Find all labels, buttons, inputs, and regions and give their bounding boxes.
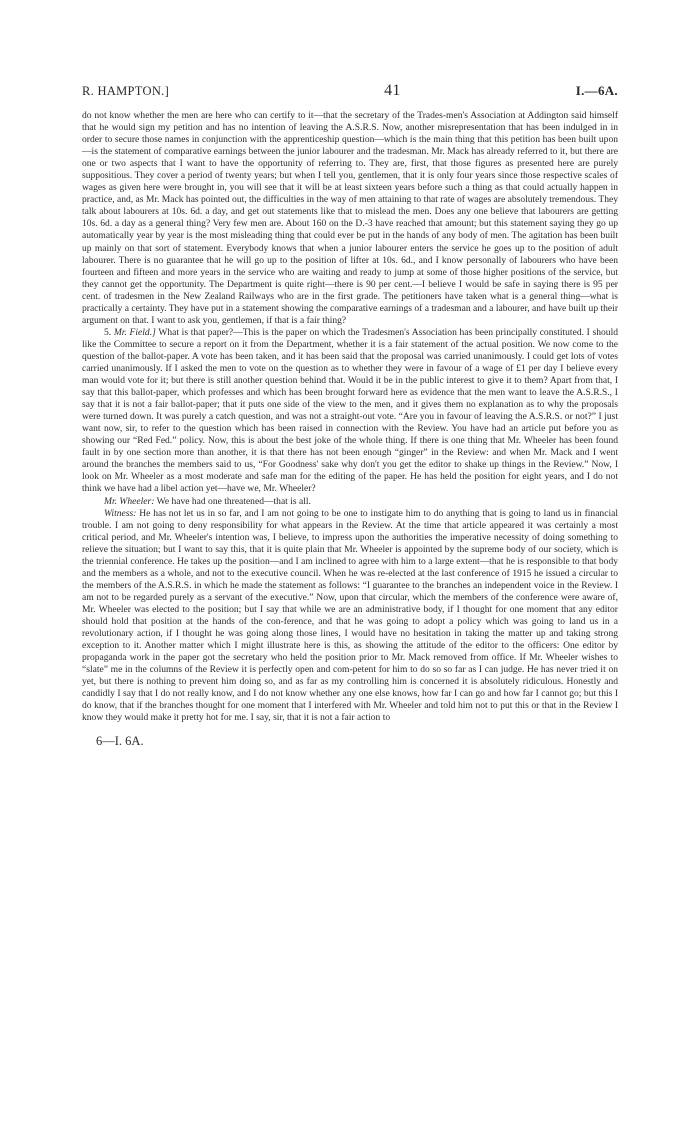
paragraph-2-text: What is that paper?—This is the paper on which the Tradesmen's Association has been principally constituted. I should like the Committee to secure a report on it from the Department, whether it is a fair statement of the actual position. We now come to the question of the ballot-paper. A vote has been taken, and it has been said that the proposal was carried unanimously. I could get lots of votes carried unanimously. If I asked the men to vote on the question as to whether they were in favour of a wage of £1 per day I believe every man would vote for it; but there is still another question behind that. Would it be in the public interest to give it to them? Apart from that, I say that this ballot-paper, which professes and which has been brought forward here as evidence that the men want to leave the A.S.R.S., I say that it is not a fair ballot-paper; that it puts one side of the view to the men, and it gives them no explanation as to why the proposals were turned down. It was purely a catch question, and was not a straight-out vote. “Are you in favour of leaving the A.S.R.S. or not?” I just want now, sir, to refer to the question which has been raised in connection with the Review. You have had an article put before you as showing our “Red Fed.” policy. Now, this is about the best joke of the whole thing. If there is one thing that Mr. Wheeler has been found fault in by one section more than another, it is that there has not been enough “ginger” in the Review: and when Mr. Mack and I went around the branches the members said to us, “For Goodness' sake why don't you get the editor to shake up things in the Review.” Now, I look on Mr. Wheeler as a most moderate and safe man for the editing of the paper. He has held the position for eight years, and I do not think we have had a libel action yet—have we, Mr. Wheeler?: [82, 326, 618, 495]
page-number: 41: [384, 82, 401, 99]
paragraph-3-text: We have had one threatened—that is all.: [156, 495, 311, 507]
paragraph-3: [82, 496, 618, 508]
printer-signature-mark: 6—I. 6A.: [96, 734, 144, 749]
witness-label: Witness:: [104, 507, 137, 519]
paragraph-4: [82, 508, 618, 725]
speaker-name: Mr. Wheeler:: [104, 495, 155, 507]
questioner-name: Mr. Field.]: [113, 326, 156, 338]
header-speaker: R. HAMPTON.]: [82, 84, 170, 98]
body-text: [82, 110, 618, 724]
document-reference: I.—6A.: [575, 83, 618, 98]
paragraph-1-text: do not know whether the men are here who can certify to it—that the secretary of the Trades-men's Association at Addington said himself that he would sign my petition and has no intention of leaving the A.S.R.S. Now, another misrepresentation that has been indulged in in order to secure those names in conjunction with the apprenticeship question—which is the main thing that this petition has been built upon—is the statement of comparative earnings between the junior labourer and the tradesman. Mr. Mack has already referred to it, but there are one or two aspects that I want to have the opportunity of referring to. They are, first, that those figures as presented here are purely suppositious. They cover a period of twenty years; but when I tell you, gentlemen, that it is only four years since those respective scales of wages as given here were brought in, you will see that it will be at least sixteen years before such a thing as that could actually happen in practice, and, as Mr. Mack has pointed out, the difficulties in the way of men attaining to that rate of wages are absolutely tremendous. They talk about labourers at 10s. 6d. a day, and get out statements like that to mislead the men. Does any one believe that labourers are getting 10s. 6d. a day as a general thing? Very few men are. About 160 on the D.-3 have reached that amount; but this statement saying they go up automatically year by year is the most misleading thing that could ever be put in the hands of any body of men. The agitation has been built up mainly on that sort of statement. Everybody knows that when a junior labourer enters the service he goes up to the position of adult labourer. There is no guarantee that he will go up to the position of lifter at 10s. 6d., and I know personally of labourers who have been fourteen and fifteen and more years in the service who are waiting and ready to jump at some of those higher positions of the service, but they cannot get the opportunity. The Department is quite right—there is 90 per cent.—I believe I would be safe in saying there is 95 per cent. of tradesmen in the New Zealand Railways who are in the first grade. The petitioners have taken what is a general thing—what is practically a certainty. They have put in a statement showing the comparative earnings of a tradesman and a labourer, and have built up their argument on that. I want to ask you, gentlemen, if that is a fair thing?: [82, 110, 618, 326]
running-header: [82, 82, 618, 100]
paragraph-4-text: He has not let us in so far, and I am not going to be one to instigate him to do anything that is going to land us in financial trouble. I am not going to deny responsibility for what appears in the Review. At the time that article appeared it was certainly a most critical period, and Mr. Wheeler's intention was, I believe, to impress upon the authorities the imperative necessity of doing something to relieve the situation; but I want to say this, that it is quite plain that Mr. Wheeler is appointed by the supreme body of our society, which is the triennial conference. He takes up the position—and I am inclined to agree with him to a large extent—that he is responsible to that body and the members as a whole, and not to the executive council. When he was re-elected at the last conference of 1915 he issued a circular to the members of the A.S.R.S. in which he made the statement as follows: “I guarantee to the branches an independent voice in the Review. I am not to be regarded purely as a servant of the executive.” Now, upon that circular, which the members of the conference were aware of, Mr. Wheeler was elected to the position; but I say that while we are an administrative body, if I thought for one moment that any editor should hold that position at the hands of the con-ference, and that he was going to adopt a policy which was going to land us in a revolutionary action, if I thought he was going along those lines, I would have no hesitation in taking the matter up and taking strong exception to it. Another matter which I might illustrate here is this, as showing the attitude of the editor to the officers: One editor by propaganda work in the paper got the secretary who held the position prior to Mr. Mack removed from office. If Mr. Wheeler wishes to “slate” me in the columns of the Review it is perfectly open and com-petent for him to do so so far as I can judge. He has never tried it on yet, but there is nothing to prevent him doing so, and as far as my controlling him is concerned it is absolutely ridiculous. Honestly and candidly I say that I do not really know, and I do not know whether any one else knows, how far I can go and how far I cannot go; but this I do know, that if the branches thought for one moment that I interfered with Mr. Wheeler and told him not to put this or that in the Review I know they would make it pretty hot for me. I say, sir, that it is not a fair action to: [82, 507, 618, 724]
paragraph-1: [82, 110, 618, 327]
paragraph-2: [82, 327, 618, 496]
question-number: 5.: [104, 326, 112, 338]
